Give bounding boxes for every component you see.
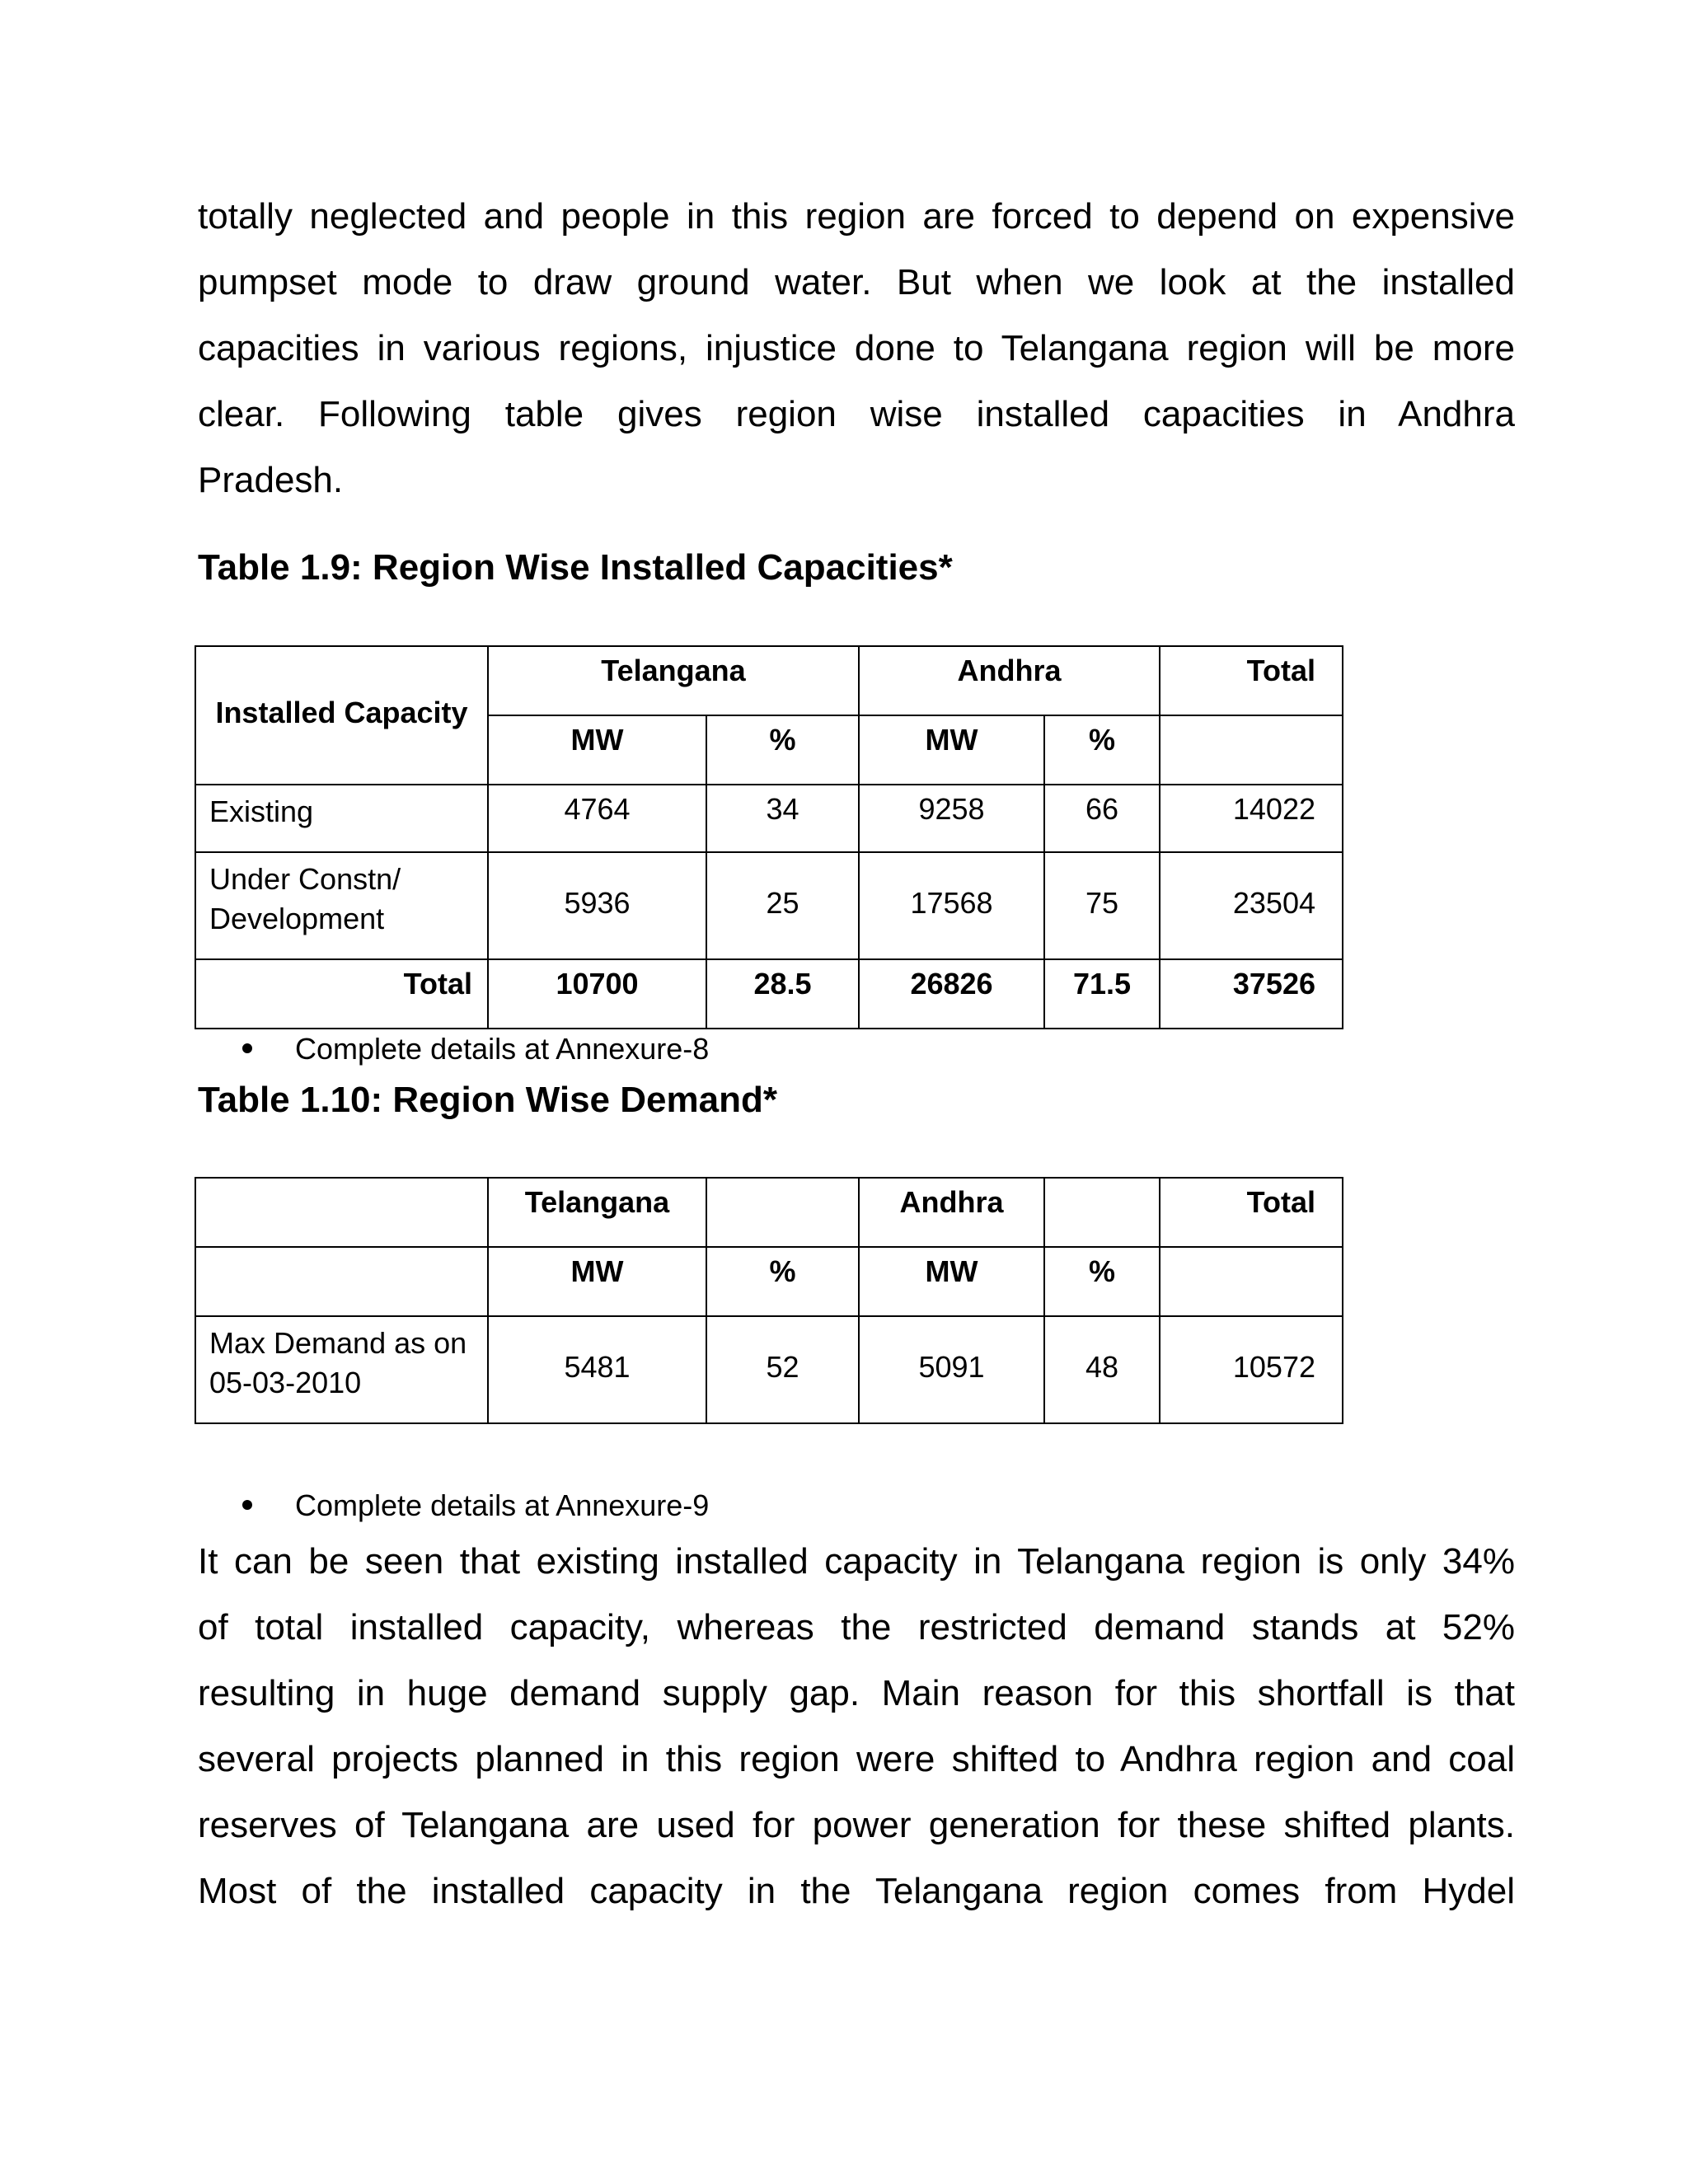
conclusion-line-5: reserves of Telangana are used for power generation for these shifted plants.: [198, 1805, 1515, 1845]
conclusion-paragraph: [198, 1529, 1515, 1924]
table-row-existing: [195, 785, 1343, 852]
header-telangana: Telangana: [488, 646, 859, 715]
header-telangana: Telangana: [488, 1178, 706, 1247]
table2-footnote-text: Complete details at Annexure-9: [295, 1488, 710, 1522]
conclusion-line-3: resulting in huge demand supply gap. Main reason for this shortfall is that: [198, 1673, 1515, 1713]
conclusion-line-2: of total installed capacity, whereas the restricted demand stands at 52%: [198, 1607, 1515, 1647]
table-row-max-demand: [195, 1316, 1343, 1423]
header-andhra-mw: MW: [859, 1247, 1044, 1316]
intro-line-2: pumpset mode to draw ground water. But when we look at the installed: [198, 262, 1515, 302]
row-label: [195, 1316, 488, 1423]
header-andhra-pct: %: [1044, 715, 1160, 785]
cell-total: 14022: [1160, 785, 1343, 852]
header-andhra: Andhra: [859, 1178, 1044, 1247]
row-label-line-1: Under Constn/: [209, 862, 401, 896]
intro-line-3: capacities in various regions, injustice done to Telangana region will be more: [198, 328, 1515, 368]
header-installed-capacity: Installed Capacity: [195, 646, 488, 785]
cell-telangana-mw: 5936: [488, 852, 706, 959]
installed-capacity-table: [195, 645, 1343, 1029]
table2-title: Table 1.10: Region Wise Demand*: [198, 1080, 777, 1120]
conclusion-line-4: several projects planned in this region were shifted to Andhra region and coal: [198, 1739, 1515, 1779]
header-total: Total: [1160, 1178, 1343, 1247]
row-label-line-2: Development: [209, 902, 385, 935]
table2-footnote: [242, 1488, 709, 1523]
header-blank: [195, 1178, 488, 1247]
cell-telangana-mw: 10700: [488, 959, 706, 1029]
conclusion-line-1: It can be seen that existing installed capacity in Telangana region is only 34%: [198, 1541, 1515, 1582]
table-row-total: [195, 959, 1343, 1029]
cell-andhra-pct: 66: [1044, 785, 1160, 852]
header-total: Total: [1160, 646, 1343, 715]
table1-title: Table 1.9: Region Wise Installed Capacities*: [198, 547, 953, 588]
cell-andhra-mw: 5091: [859, 1316, 1044, 1423]
bullet-icon: [242, 1500, 252, 1510]
intro-line-5: Pradesh.: [198, 460, 344, 500]
cell-telangana-mw: 4764: [488, 785, 706, 852]
header-andhra-mw: MW: [859, 715, 1044, 785]
intro-paragraph: [198, 184, 1515, 513]
header-telangana-mw: MW: [488, 1247, 706, 1316]
header-blank: [706, 1178, 859, 1247]
bullet-icon: [242, 1043, 252, 1053]
header-andhra-pct: %: [1044, 1247, 1160, 1316]
header-telangana-mw: MW: [488, 715, 706, 785]
cell-total: 37526: [1160, 959, 1343, 1029]
cell-telangana-pct: 25: [706, 852, 859, 959]
header-blank: [1044, 1178, 1160, 1247]
intro-line-1: totally neglected and people in this region are forced to depend on expensive: [198, 196, 1515, 237]
table1-footnote: [242, 1032, 709, 1066]
row-label-line-1: Max Demand as on: [209, 1326, 467, 1360]
cell-total: 23504: [1160, 852, 1343, 959]
table-row-under-construction: [195, 852, 1343, 959]
cell-telangana-pct: 34: [706, 785, 859, 852]
cell-andhra-mw: 17568: [859, 852, 1044, 959]
cell-andhra-mw: 26826: [859, 959, 1044, 1029]
header-total-blank: [1160, 715, 1343, 785]
cell-telangana-pct: 52: [706, 1316, 859, 1423]
header-blank: [195, 1247, 488, 1316]
row-label-line-2: 05-03-2010: [209, 1366, 362, 1399]
row-label: Existing: [195, 785, 488, 852]
conclusion-line-6: Most of the installed capacity in the Telangana region comes from Hydel: [198, 1871, 1515, 1911]
header-andhra: Andhra: [859, 646, 1160, 715]
intro-line-4: clear. Following table gives region wise installed capacities in Andhra: [198, 394, 1515, 434]
table-header-row-2: [195, 1247, 1343, 1316]
cell-andhra-mw: 9258: [859, 785, 1044, 852]
header-blank: [1160, 1247, 1343, 1316]
header-telangana-pct: %: [706, 715, 859, 785]
row-label: Total: [195, 959, 488, 1029]
row-label: [195, 852, 488, 959]
header-telangana-pct: %: [706, 1247, 859, 1316]
cell-andhra-pct: 71.5: [1044, 959, 1160, 1029]
cell-andhra-pct: 48: [1044, 1316, 1160, 1423]
cell-andhra-pct: 75: [1044, 852, 1160, 959]
cell-telangana-pct: 28.5: [706, 959, 859, 1029]
cell-telangana-mw: 5481: [488, 1316, 706, 1423]
table-header-row-1: [195, 1178, 1343, 1247]
table1-footnote-text: Complete details at Annexure-8: [295, 1032, 710, 1066]
region-demand-table: [195, 1177, 1343, 1424]
cell-total: 10572: [1160, 1316, 1343, 1423]
